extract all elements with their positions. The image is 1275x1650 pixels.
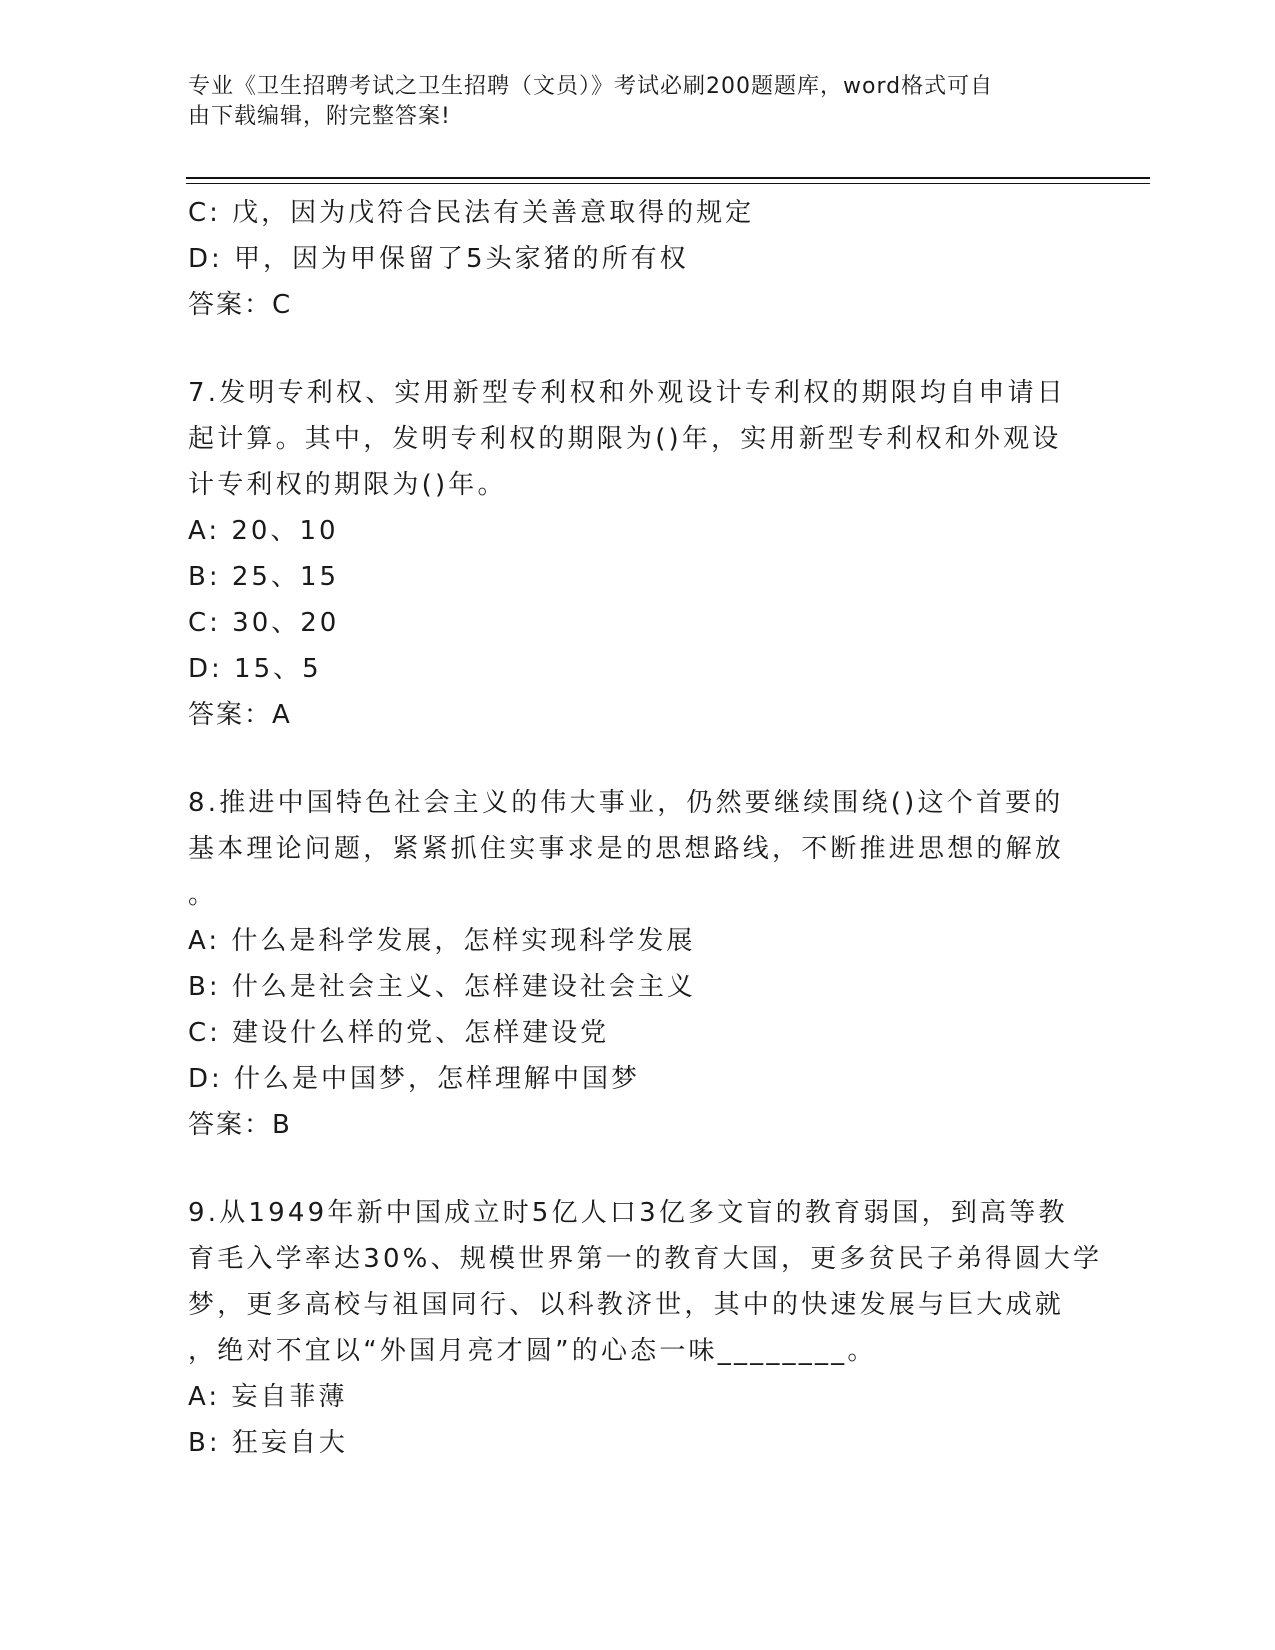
question-line: 起计算。其中，发明专利权的期限为()年，实用新型专利权和外观设: [188, 424, 1062, 454]
header-line-1: 专业《卫生招聘考试之卫生招聘（文员）》考试必刷200题题库，word格式可自: [188, 74, 994, 99]
question-text: [188, 780, 1088, 918]
question-text: [188, 1190, 1103, 1374]
option-b: B: 狂妄自大: [188, 1428, 348, 1458]
option-c: C: 30、20: [188, 608, 340, 638]
question-line: 9.从1949年新中国成立时5亿人口3亿多文盲的教育弱国，到高等教: [188, 1198, 1068, 1228]
option-a: A: 20、10: [188, 516, 339, 546]
answer-line: 答案：A: [188, 700, 292, 730]
option-c: C: 戊，因为戊符合民法有关善意取得的规定: [188, 198, 755, 228]
header-divider-thick: [186, 177, 1150, 179]
question-line: 7.发明专利权、实用新型专利权和外观设计专利权的期限均自申请日: [188, 378, 1067, 408]
spacer: [188, 328, 1088, 370]
option-b: B: 25、15: [188, 562, 340, 592]
question-block-9: [188, 1190, 1103, 1466]
option-a: A: 妄自菲薄: [188, 1382, 348, 1412]
question-block-6-continued: [188, 190, 1088, 328]
option-d: D: 什么是中国梦，怎样理解中国梦: [188, 1064, 641, 1094]
header-line-2: 由下载编辑，附完整答案!: [188, 104, 451, 129]
question-line: 育毛入学率达30%、规模世界第一的教育大国，更多贫民子弟得圆大学: [188, 1244, 1103, 1274]
question-line: ，绝对不宜以“外国月亮才圆”的心态一味________。: [188, 1336, 877, 1366]
question-line: 8.推进中国特色社会主义的伟大事业，仍然要继续围绕()这个首要的: [188, 788, 1064, 818]
question-line: 梦，更多高校与祖国同行、以科教济世，其中的快速发展与巨大成就: [188, 1290, 1065, 1320]
question-block-8: [188, 780, 1088, 1148]
document-body: [188, 190, 1103, 1466]
question-line: 计专利权的期限为()年。: [188, 470, 507, 500]
option-c: C: 建设什么样的党、怎样建设党: [188, 1018, 610, 1048]
option-d: D: 15、5: [188, 654, 322, 684]
question-text: [188, 370, 1088, 508]
question-line: 。: [188, 880, 218, 910]
question-block-7: [188, 370, 1088, 738]
document-header: [188, 72, 1068, 132]
answer-line: 答案：C: [188, 290, 293, 320]
header-divider-thin: [186, 183, 1150, 184]
question-line: 基本理论问题，紧紧抓住实事求是的思想路线，不断推进思想的解放: [188, 834, 1065, 864]
spacer: [188, 738, 1088, 780]
spacer: [188, 1148, 1088, 1190]
answer-line: 答案：B: [188, 1110, 292, 1140]
option-a: A: 什么是科学发展，怎样实现科学发展: [188, 926, 696, 956]
option-d: D: 甲，因为甲保留了5头家猪的所有权: [188, 244, 689, 274]
option-b: B: 什么是社会主义、怎样建设社会主义: [188, 972, 696, 1002]
